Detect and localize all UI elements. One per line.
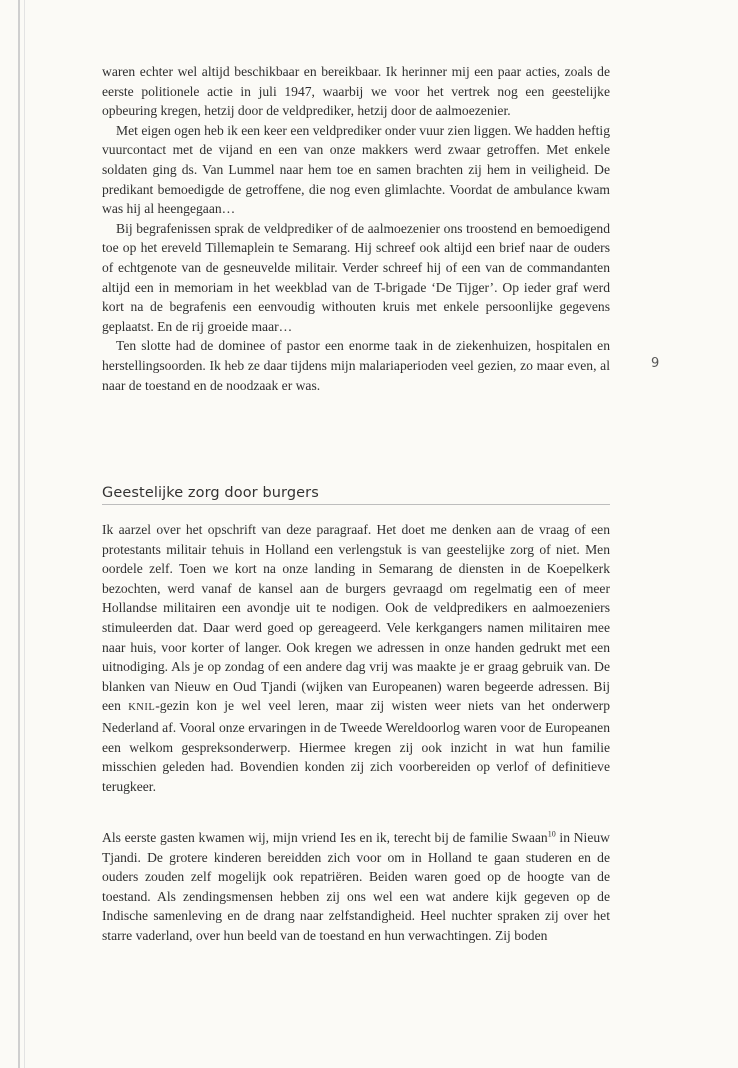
paragraph: Met eigen ogen heb ik een keer een veldprediker onder vuur zien liggen. We hadden heftig vuurcontact met de vijand en een van onze makkers werd zwaar getroffen. Met enkele soldaten ging ds. Van Lummel naar hem toe en samen brachten zij hem in veiligheid. De predikant bemoedigde de getroffene, die nog even glimlachte. Voordat de ambulance kwam was hij al heengegaan…: [102, 122, 610, 217]
paragraph-text: Ik aarzel over het opschrift van deze paragraaf. Het doet me denken aan de vraag of een protestants militair tehuis in Holland een verlengstuk is van geestelijke zorg of niet. Men oordele zelf. Toen we kort na onze landing in Semarang de diensten in de Koepelkerk bezochten, werd vanaf de kansel aan de burgers gevraagd om regelmatig een of meer Hollandse militairen een avondje uit te nodigen. Ook de veldpredikers en aalmoezeniers stimuleerden dat. Daar werd goed op gereageerd. Vele kerkgangers namen militairen mee naar huis, voor korter of langer. Ook kregen we adressen in onze handen gedrukt met een uitnodiging. Als je op zondag of een andere dag vrij was maakte je er graag gebruik van. De blanken van Nieuw en Oud Tjandi (wijken van Europeanen) waren begeerde adressen. Bij een: [102, 522, 610, 714]
paragraph-text: -gezin kon je wel veel leren, maar zij wisten weer niets van het onderwerp Nederland af. Vooral onze ervaringen in de Tweede Wereldoorlog waren voor de Europeanen een welkom gespreksonderwerp. Hiermee kregen zij ook inzicht in wat hun familie misschien geleden had. Bovendien konden zij zich voorbereiden op verlof of definitieve terugkeer.: [102, 698, 611, 794]
section-2-text-continued: [102, 828, 610, 946]
paragraph: [102, 520, 610, 796]
paragraph-text: in Nieuw Tjandi. De grotere kinderen bereidden zich voor om in Holland te gaan studeren en de ouders zouden zelf mogelijk ook repatriëren. Beiden waren goed op de hoogte van de toestand. Als zendingsmensen hebben zij ons wel een wat andere kijk gegeven op de Indische samenleving en de drang naar zelfstandigheid. Heel nuchter spraken zij over het starre vaderland, over hun beeld van de toestand en hun verwachtingen. Zij boden: [102, 830, 610, 943]
page-binding-edge: [18, 0, 20, 1068]
footnote-marker: 10: [547, 829, 556, 839]
page-binding-shadow: [24, 0, 25, 1068]
paragraph: Bij begrafenissen sprak de veldprediker of de aalmoezenier ons troostend en bemoedigend toe op het ereveld Tillemaplein te Semarang. Hij schreef ook altijd een brief naar de ouders of echtgenote van de gesneuvelde militair. Verder schreef hij of een van de commandanten altijd een in memoriam in het weekblad van de T-brigade ‘De Tijger’. Op ieder graf werd kort na de begrafenis een eenvoudig withouten kruis met enkele persoonlijke gegevens geplaatst. En de rij groeide maar…: [102, 220, 610, 334]
section-heading: Geestelijke zorg door burgers: [102, 485, 319, 501]
heading-underline: [102, 504, 610, 505]
section-1-text: [102, 62, 610, 395]
section-2-text: [102, 520, 610, 796]
paragraph: [102, 828, 610, 946]
paragraph-text: Als eerste gasten kwamen wij, mijn vriend Ies en ik, terecht bij de familie Swaan: [102, 830, 548, 845]
abbreviation: KNIL: [128, 702, 156, 714]
paragraph: Ten slotte had de dominee of pastor een enorme taak in de ziekenhuizen, hospitalen en herstellingsoorden. Ik heb ze daar tijdens mijn malariaperioden veel gezien, zo maar even, al naar de toestand en de noodzaak er was.: [102, 338, 610, 393]
page-number: 9: [651, 356, 660, 371]
paragraph: waren echter wel altijd beschikbaar en bereikbaar. Ik herinner mij een paar acties, zoals de eerste politionele actie in juli 1947, waarbij we voor het vertrek nog een geestelijke opbeuring kregen, hetzij door de veldprediker, hetzij door de aalmoezenier.: [102, 64, 610, 119]
